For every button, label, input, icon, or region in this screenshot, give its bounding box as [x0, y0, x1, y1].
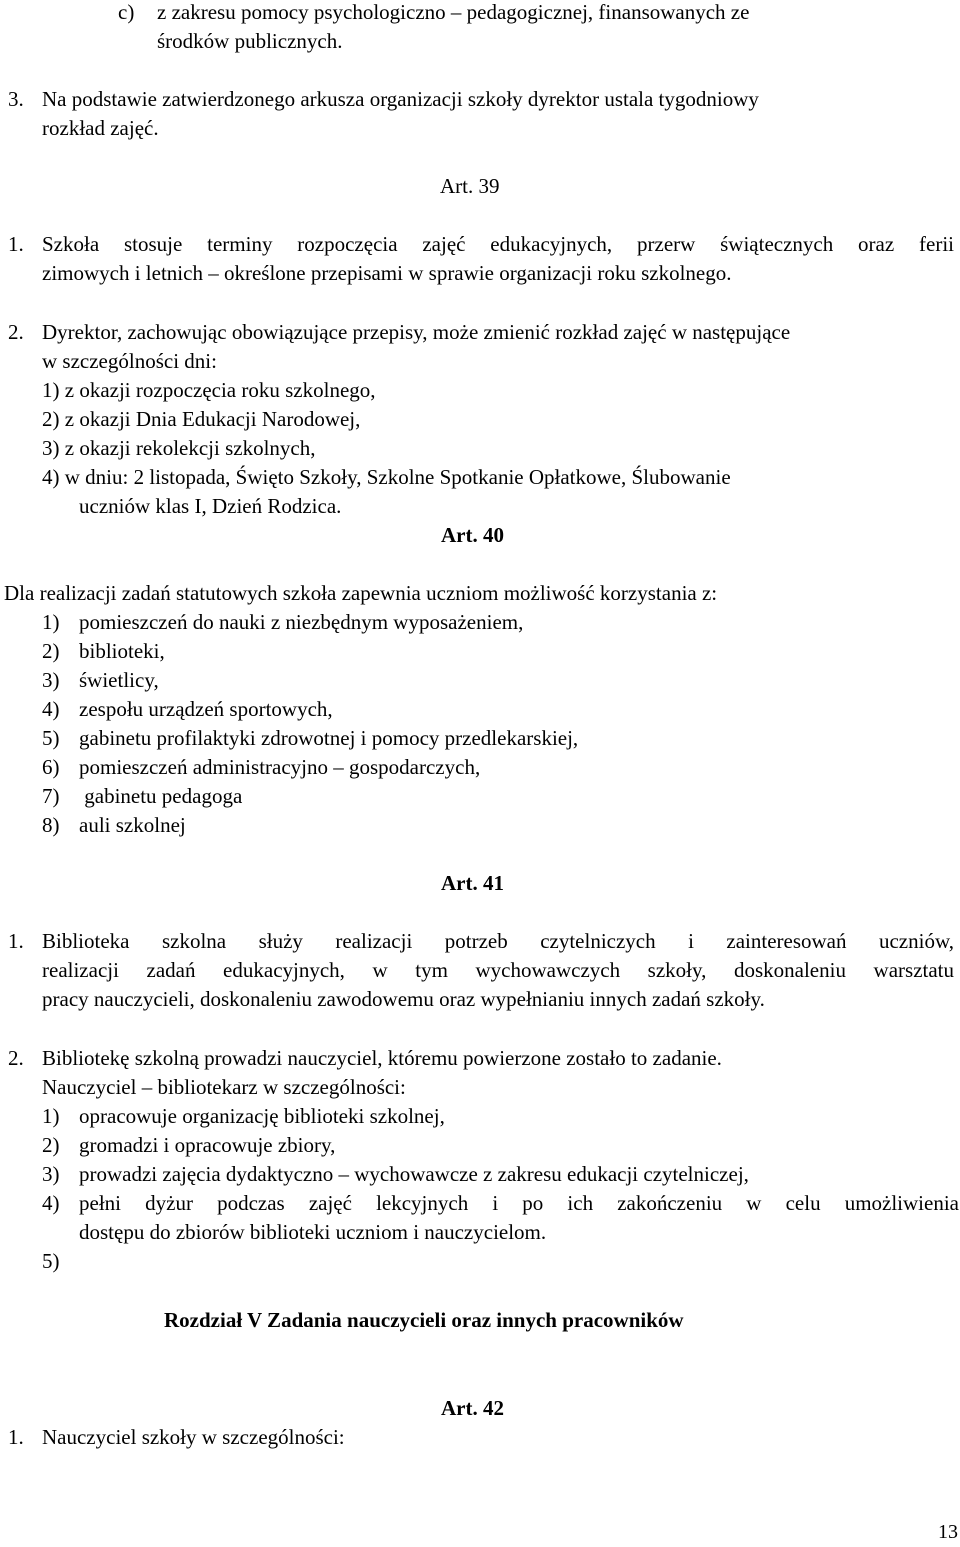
art40-item-text: pomieszczeń do nauki z niezbędnym wyposażeniem,	[79, 610, 524, 634]
list-marker-c: c)	[118, 0, 135, 24]
section-c-line2: środków publicznych.	[157, 29, 343, 53]
art39-p1-marker: 1.	[8, 232, 24, 256]
art39-p2-line1: Dyrektor, zachowując obowiązujące przepisy, może zmienić rozkład zajęć w następujące	[42, 320, 791, 344]
item3-line1: Na podstawie zatwierdzonego arkusza organizacji szkoły dyrektor ustala tygodniowy	[42, 87, 759, 111]
art40-item-number: 3)	[42, 668, 60, 692]
art41-p2-marker: 2.	[8, 1046, 24, 1070]
page-number: 13	[938, 1521, 958, 1543]
art40-item-text: gabinetu pedagoga	[79, 784, 243, 808]
art40-intro: Dla realizacji zadań statutowych szkoła zapewnia uczniom możliwość korzystania z:	[4, 581, 718, 605]
art41-p1-line3: pracy nauczycieli, doskonaleniu zawodowemu oraz wypełnianiu innych zadań szkoły.	[42, 987, 765, 1011]
art41-p1-marker: 1.	[8, 929, 24, 953]
art40-item-text: auli szkolnej	[79, 813, 186, 837]
art39-p2-marker: 2.	[8, 320, 24, 344]
art41-p2-item-number: 5)	[42, 1249, 60, 1273]
art41-p2-item-text: pełni dyżur podczas zajęć lekcyjnych i po ich zakończeniu w celu umożliwienia	[79, 1191, 959, 1215]
art39-p2-item: 4) w dniu: 2 listopada, Święto Szkoły, Szkolne Spotkanie Opłatkowe, Ślubowanie	[42, 465, 731, 489]
art40-item-number: 1)	[42, 610, 60, 634]
art41-p2-item-text: gromadzi i opracowuje zbiory,	[79, 1133, 336, 1157]
art41-title: Art. 41	[441, 871, 504, 895]
art41-p2-item4-cont: dostępu do zbiorów biblioteki uczniom i nauczycielom.	[79, 1220, 547, 1244]
art39-p2-item: 2) z okazji Dnia Edukacji Narodowej,	[42, 407, 361, 431]
chapter-title: Rozdział V Zadania nauczycieli oraz innych pracowników	[164, 1308, 684, 1332]
art41-p2-item-number: 3)	[42, 1162, 60, 1186]
item3-marker: 3.	[8, 87, 24, 111]
art39-p1-line1: Szkoła stosuje terminy rozpoczęcia zajęć edukacyjnych, przerw świątecznych oraz ferii	[42, 232, 954, 256]
art41-p2-item-number: 1)	[42, 1104, 60, 1128]
art41-p2-line2: Nauczyciel – bibliotekarz w szczególności:	[42, 1075, 406, 1099]
art40-item-text: gabinetu profilaktyki zdrowotnej i pomocy przedlekarskiej,	[79, 726, 579, 750]
art40-title: Art. 40	[441, 523, 504, 547]
art39-p1-line2: zimowych i letnich – określone przepisami w sprawie organizacji roku szkolnego.	[42, 261, 732, 285]
art41-p2-item-number: 2)	[42, 1133, 60, 1157]
art41-p2-item-number: 4)	[42, 1191, 60, 1215]
art40-item-number: 6)	[42, 755, 60, 779]
section-c-line1: z zakresu pomocy psychologiczno – pedagogicznej, finansowanych ze	[157, 0, 750, 24]
art39-p2-item4-cont: uczniów klas I, Dzień Rodzica.	[79, 494, 342, 518]
art40-item-number: 8)	[42, 813, 60, 837]
art40-item-text: zespołu urządzeń sportowych,	[79, 697, 333, 721]
art41-p1-line2: realizacji zadań edukacyjnych, w tym wychowawczych szkoły, doskonaleniu warsztatu	[42, 958, 954, 982]
art41-p1-line1: Biblioteka szkolna służy realizacji potrzeb czytelniczych i zainteresowań uczniów,	[42, 929, 954, 953]
art41-p2-line1: Bibliotekę szkolną prowadzi nauczyciel, któremu powierzone zostało to zadanie.	[42, 1046, 722, 1070]
art39-p2-item: 3) z okazji rekolekcji szkolnych,	[42, 436, 316, 460]
art40-item-text: biblioteki,	[79, 639, 165, 663]
art42-title: Art. 42	[441, 1396, 504, 1420]
art39-p2-item: 1) z okazji rozpoczęcia roku szkolnego,	[42, 378, 376, 402]
art41-p2-item-text: opracowuje organizację biblioteki szkolnej,	[79, 1104, 445, 1128]
art42-p1-marker: 1.	[8, 1425, 24, 1449]
art40-item-number: 7)	[42, 784, 60, 808]
art40-item-number: 4)	[42, 697, 60, 721]
art40-item-number: 2)	[42, 639, 60, 663]
item3-line2: rozkład zajęć.	[42, 116, 159, 140]
art42-p1-text: Nauczyciel szkoły w szczególności:	[42, 1425, 345, 1449]
art39-title: Art. 39	[440, 174, 500, 198]
art40-item-text: świetlicy,	[79, 668, 159, 692]
art40-item-text: pomieszczeń administracyjno – gospodarczych,	[79, 755, 481, 779]
art39-p2-line2: w szczególności dni:	[42, 349, 217, 373]
art40-item-number: 5)	[42, 726, 60, 750]
art41-p2-item-text: prowadzi zajęcia dydaktyczno – wychowawcze z zakresu edukacji czytelniczej,	[79, 1162, 749, 1186]
